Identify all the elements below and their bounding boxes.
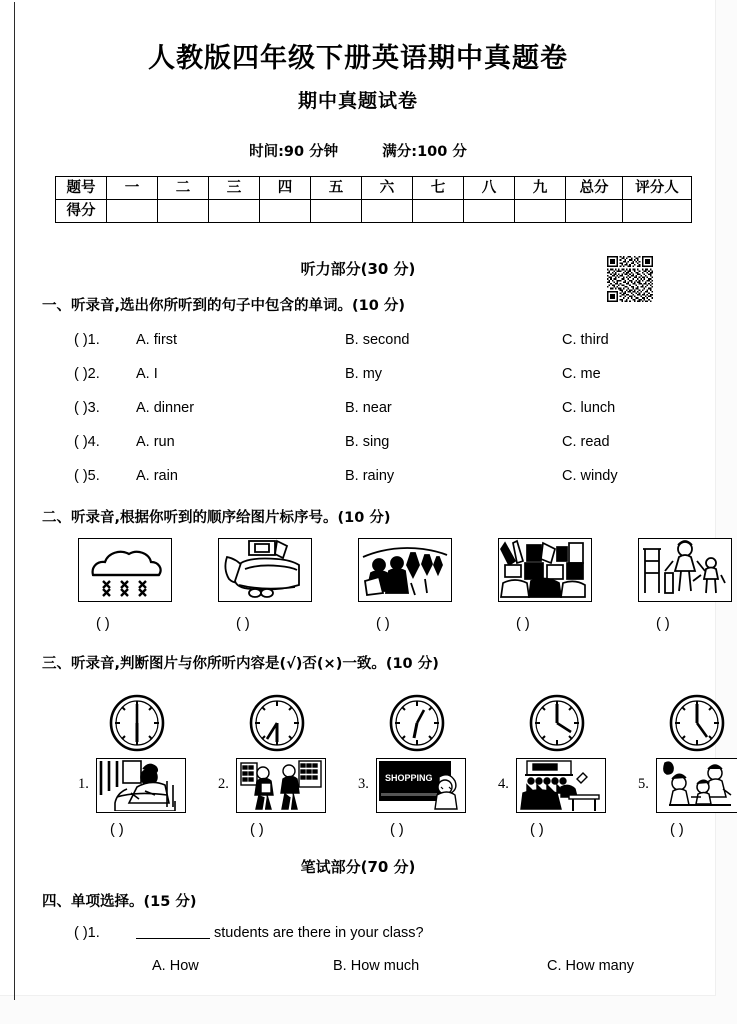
score-table — [55, 176, 692, 223]
written-q1-option-c[interactable]: C. How many — [547, 958, 635, 974]
written-q1-stem-text: students are there in your class? — [214, 925, 424, 941]
clock-icon-7-oclock — [248, 694, 306, 752]
section-two-answer-4[interactable]: ( ) — [516, 616, 530, 632]
section-three-clock-3 — [388, 694, 446, 752]
bedroom-bed-icon — [219, 539, 310, 600]
listening-q4-option-a[interactable]: A. run — [136, 434, 175, 450]
listening-q2-row — [0, 366, 716, 392]
clock-icon-6-oclock — [108, 694, 166, 752]
go-to-school-icon — [237, 759, 324, 811]
section-three-index-5: 5. — [638, 776, 649, 792]
written-q1-options-row — [0, 958, 716, 984]
clock-icon-1-oclock — [388, 694, 446, 752]
section-three-answer-2[interactable]: ( ) — [250, 822, 264, 838]
classroom-lesson-icon — [517, 759, 604, 811]
section-three-index-4: 4. — [498, 776, 509, 792]
playground-children-icon — [639, 539, 730, 600]
moon-icon — [664, 762, 673, 774]
section-three-clock-4 — [528, 694, 586, 752]
section-two-picture-4[interactable] — [498, 538, 592, 602]
listening-q3-row — [0, 400, 716, 426]
page-subtitle: 期中真题试卷 — [297, 90, 418, 112]
listening-q4-row — [0, 434, 716, 460]
section-three-picture-2[interactable] — [236, 758, 326, 813]
written-part-heading: 笔试部分(70 分) — [300, 858, 416, 876]
score-col-total: 总分 — [566, 177, 623, 200]
section-three-picture-5[interactable] — [656, 758, 737, 813]
score-table-row-label-0: 题号 — [56, 177, 107, 200]
shopping-clothes-icon — [359, 539, 450, 600]
listening-q3-option-c[interactable]: C. lunch — [562, 400, 616, 416]
written-q1-option-a[interactable]: A. How — [152, 958, 199, 974]
score-cell-grader[interactable] — [623, 200, 692, 223]
score-cell-2[interactable] — [158, 200, 209, 223]
page-title: 人教版四年级下册英语期中真题卷 — [148, 43, 568, 74]
written-q1-answer-paren[interactable]: ( )1. — [74, 925, 100, 941]
section-three-index-1: 1. — [78, 776, 89, 792]
listening-q3-answer-paren[interactable]: ( )3. — [74, 400, 100, 416]
dinner-evening-icon — [657, 759, 737, 811]
score-cell-9[interactable] — [515, 200, 566, 223]
score-cell-5[interactable] — [311, 200, 362, 223]
qr-code-image — [607, 256, 653, 302]
section-two-picture-1[interactable] — [78, 538, 172, 602]
score-cell-8[interactable] — [464, 200, 515, 223]
score-col-4: 四 — [260, 177, 311, 200]
written-q1-stem — [136, 925, 424, 941]
exam-meta — [0, 140, 716, 161]
score-col-8: 八 — [464, 177, 515, 200]
written-q1-row — [0, 925, 716, 951]
listening-q5-answer-paren[interactable]: ( )5. — [74, 468, 100, 484]
listening-q1-answer-paren[interactable]: ( )1. — [74, 332, 100, 348]
wake-up-bed-icon — [97, 759, 184, 811]
score-table-value-row — [56, 200, 692, 223]
written-q1-option-b[interactable]: B. How much — [333, 958, 420, 974]
section-three-picture-1[interactable] — [96, 758, 186, 813]
qr-code[interactable] — [607, 256, 653, 302]
score-cell-1[interactable] — [107, 200, 158, 223]
score-table-row-label-1: 得分 — [56, 200, 107, 223]
score-col-6: 六 — [362, 177, 413, 200]
section-three-index-2: 2. — [218, 776, 229, 792]
section-three-answer-3[interactable]: ( ) — [390, 822, 404, 838]
listening-q5-option-c[interactable]: C. windy — [562, 468, 618, 484]
listening-q1-option-a[interactable]: A. first — [136, 332, 178, 348]
shopping-sign-text: SHOPPING — [385, 773, 433, 783]
listening-q1-option-c[interactable]: C. third — [562, 332, 609, 348]
score-col-5: 五 — [311, 177, 362, 200]
section-three-clock-strip — [0, 694, 716, 750]
listening-q5-option-a[interactable]: A. rain — [136, 468, 178, 484]
section-three-index-3: 3. — [358, 776, 369, 792]
score-cell-4[interactable] — [260, 200, 311, 223]
section-three-heading: 三、听录音,判断图片与你所听内容是(√)否(×)一致。(10 分) — [42, 656, 439, 672]
score-cell-6[interactable] — [362, 200, 413, 223]
clock-icon-4-oclock — [528, 694, 586, 752]
listening-q1-row — [0, 332, 716, 358]
listening-q2-answer-paren[interactable]: ( )2. — [74, 366, 100, 382]
score-cell-7[interactable] — [413, 200, 464, 223]
section-three-clock-2 — [248, 694, 306, 752]
score-cell-total[interactable] — [566, 200, 623, 223]
score-col-3: 三 — [209, 177, 260, 200]
section-two-heading: 二、听录音,根据你听到的顺序给图片标序号。(10 分) — [42, 510, 391, 526]
section-three-clock-1 — [108, 694, 166, 752]
listening-q1-option-b[interactable]: B. second — [345, 332, 410, 348]
listening-q3-option-b[interactable]: B. near — [345, 400, 392, 416]
rainy-cloud-icon — [79, 539, 170, 600]
section-two-answer-5[interactable]: ( ) — [656, 616, 670, 632]
listening-q2-option-a[interactable]: A. I — [136, 366, 158, 382]
section-three-answer-4[interactable]: ( ) — [530, 822, 544, 838]
score-cell-3[interactable] — [209, 200, 260, 223]
section-two-picture-3[interactable] — [358, 538, 452, 602]
listening-q2-option-b[interactable]: B. my — [345, 366, 383, 382]
section-three-answer-5[interactable]: ( ) — [670, 822, 684, 838]
section-three-picture-strip — [0, 758, 716, 816]
section-two-answer-1[interactable]: ( ) — [96, 616, 110, 632]
listening-part-heading: 听力部分(30 分) — [300, 260, 416, 278]
section-two-answer-3[interactable]: ( ) — [376, 616, 390, 632]
section-three-picture-4[interactable] — [516, 758, 606, 813]
score-col-1: 一 — [107, 177, 158, 200]
section-two-picture-5[interactable] — [638, 538, 732, 602]
listening-q3-option-a[interactable]: A. dinner — [136, 400, 195, 416]
total-score-label: 满分:100 分 — [382, 144, 467, 160]
section-three-clock-5 — [668, 694, 726, 752]
listening-q4-option-c[interactable]: C. read — [562, 434, 610, 450]
listening-q2-option-c[interactable]: C. me — [562, 366, 601, 382]
listening-q4-option-b[interactable]: B. sing — [345, 434, 390, 450]
written-q1-blank[interactable] — [136, 925, 210, 939]
listening-q4-answer-paren[interactable]: ( )4. — [74, 434, 100, 450]
shopping-sign-icon — [377, 759, 464, 811]
section-three-picture-3[interactable] — [376, 758, 466, 813]
score-col-2: 二 — [158, 177, 209, 200]
score-table-header-row — [56, 177, 692, 200]
score-col-7: 七 — [413, 177, 464, 200]
clock-icon-5-oclock — [668, 694, 726, 752]
time-limit-label: 时间:90 分钟 — [249, 144, 339, 160]
section-three-answer-1[interactable]: ( ) — [110, 822, 124, 838]
classroom-crowd-icon — [499, 539, 590, 600]
listening-q5-option-b[interactable]: B. rainy — [345, 468, 395, 484]
section-two-answer-2[interactable]: ( ) — [236, 616, 250, 632]
section-two-picture-strip — [0, 538, 716, 606]
score-col-9: 九 — [515, 177, 566, 200]
section-one-heading: 一、听录音,选出你所听到的句子中包含的单词。(10 分) — [42, 298, 405, 314]
listening-q5-row — [0, 468, 716, 494]
section-four-heading: 四、单项选择。(15 分) — [42, 894, 197, 910]
section-two-picture-2[interactable] — [218, 538, 312, 602]
score-col-grader: 评分人 — [623, 177, 692, 200]
